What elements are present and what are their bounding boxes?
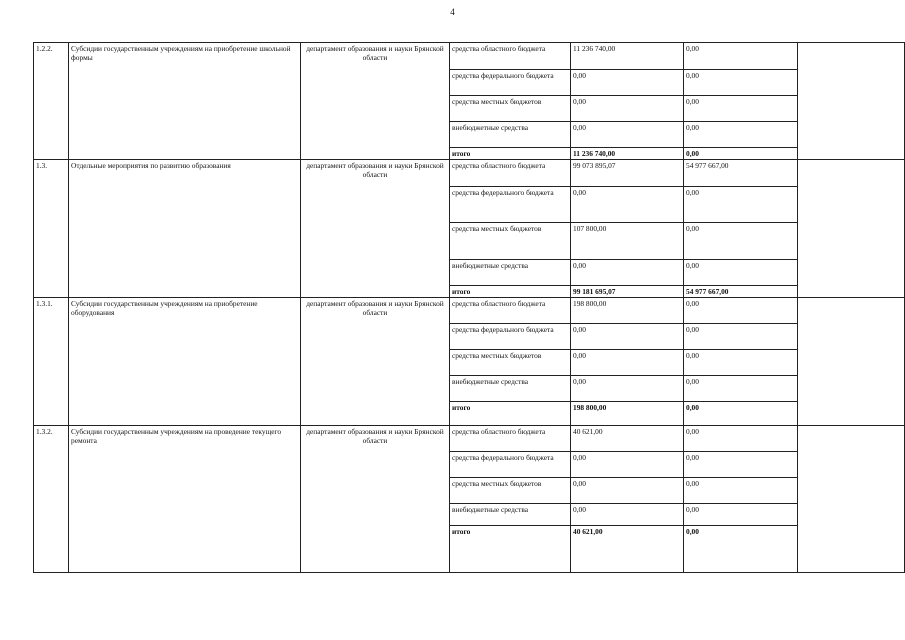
item-name: Субсидии государственным учреждениям на проведение текущего ремонта xyxy=(69,426,301,573)
amount-value: 0,00 xyxy=(684,324,798,350)
empty-cell xyxy=(798,298,905,426)
item-executor: департамент образования и науки Брянской области xyxy=(301,43,450,160)
amount-value: 0,00 xyxy=(571,187,684,223)
amount-value: 0,00 xyxy=(684,350,798,376)
total-value: 54 977 667,00 xyxy=(684,286,798,298)
total-value: 0,00 xyxy=(684,526,798,573)
funding-source: внебюджетные средства xyxy=(450,504,571,526)
amount-value: 0,00 xyxy=(684,478,798,504)
funding-source: средства местных бюджетов xyxy=(450,478,571,504)
item-number: 1.3. xyxy=(34,160,69,298)
table-row xyxy=(34,160,905,187)
funding-source: средства областного бюджета xyxy=(450,298,571,324)
table-row xyxy=(34,426,905,452)
item-executor: департамент образования и науки Брянской области xyxy=(301,160,450,298)
empty-cell xyxy=(798,43,905,160)
amount-value: 0,00 xyxy=(571,96,684,122)
page-number: 4 xyxy=(450,7,455,17)
empty-cell xyxy=(798,160,905,298)
amount-value: 0,00 xyxy=(684,96,798,122)
amount-value: 0,00 xyxy=(684,122,798,148)
amount-value: 0,00 xyxy=(684,298,798,324)
item-number: 1.3.2. xyxy=(34,426,69,573)
amount-value: 40 621,00 xyxy=(571,426,684,452)
amount-value: 0,00 xyxy=(571,260,684,286)
item-executor: департамент образования и науки Брянской области xyxy=(301,426,450,573)
amount-value: 0,00 xyxy=(684,187,798,223)
funding-source: средства федерального бюджета xyxy=(450,452,571,478)
total-value: 198 800,00 xyxy=(571,402,684,426)
funding-source: внебюджетные средства xyxy=(450,260,571,286)
amount-value: 0,00 xyxy=(571,504,684,526)
amount-value: 0,00 xyxy=(684,260,798,286)
amount-value: 11 236 740,00 xyxy=(571,43,684,70)
item-name: Субсидии государственным учреждениям на приобретение оборудования xyxy=(69,298,301,426)
total-value: 0,00 xyxy=(684,402,798,426)
total-label: итого xyxy=(450,286,571,298)
item-number: 1.2.2. xyxy=(34,43,69,160)
amount-value: 99 073 895,07 xyxy=(571,160,684,187)
funding-source: средства местных бюджетов xyxy=(450,96,571,122)
funding-source: внебюджетные средства xyxy=(450,122,571,148)
funding-source: средства федерального бюджета xyxy=(450,70,571,96)
amount-value: 0,00 xyxy=(571,452,684,478)
budget-table xyxy=(33,42,905,573)
empty-cell xyxy=(798,426,905,573)
total-value: 11 236 740,00 xyxy=(571,148,684,160)
item-name: Отдельные мероприятия по развитию образования xyxy=(69,160,301,298)
amount-value: 0,00 xyxy=(571,324,684,350)
total-label: итого xyxy=(450,526,571,573)
amount-value: 198 800,00 xyxy=(571,298,684,324)
amount-value: 0,00 xyxy=(684,70,798,96)
amount-value: 0,00 xyxy=(684,452,798,478)
amount-value: 0,00 xyxy=(571,350,684,376)
funding-source: средства местных бюджетов xyxy=(450,223,571,260)
funding-source: средства областного бюджета xyxy=(450,43,571,70)
table-row xyxy=(34,298,905,324)
total-label: итого xyxy=(450,148,571,160)
amount-value: 0,00 xyxy=(571,478,684,504)
amount-value: 0,00 xyxy=(571,376,684,402)
amount-value: 0,00 xyxy=(684,43,798,70)
funding-source: средства федерального бюджета xyxy=(450,324,571,350)
item-name: Субсидии государственным учреждениям на приобретение школьной формы xyxy=(69,43,301,160)
total-label: итого xyxy=(450,402,571,426)
amount-value: 0,00 xyxy=(684,376,798,402)
amount-value: 107 800,00 xyxy=(571,223,684,260)
amount-value: 0,00 xyxy=(684,223,798,260)
funding-source: средства областного бюджета xyxy=(450,426,571,452)
total-value: 99 181 695,07 xyxy=(571,286,684,298)
amount-value: 0,00 xyxy=(571,70,684,96)
item-executor: департамент образования и науки Брянской области xyxy=(301,298,450,426)
item-number: 1.3.1. xyxy=(34,298,69,426)
funding-source: средства областного бюджета xyxy=(450,160,571,187)
total-value: 40 621,00 xyxy=(571,526,684,573)
amount-value: 0,00 xyxy=(684,426,798,452)
total-value: 0,00 xyxy=(684,148,798,160)
amount-value: 54 977 667,00 xyxy=(684,160,798,187)
funding-source: средства федерального бюджета xyxy=(450,187,571,223)
amount-value: 0,00 xyxy=(684,504,798,526)
table-row xyxy=(34,43,905,70)
funding-source: средства местных бюджетов xyxy=(450,350,571,376)
amount-value: 0,00 xyxy=(571,122,684,148)
funding-source: внебюджетные средства xyxy=(450,376,571,402)
